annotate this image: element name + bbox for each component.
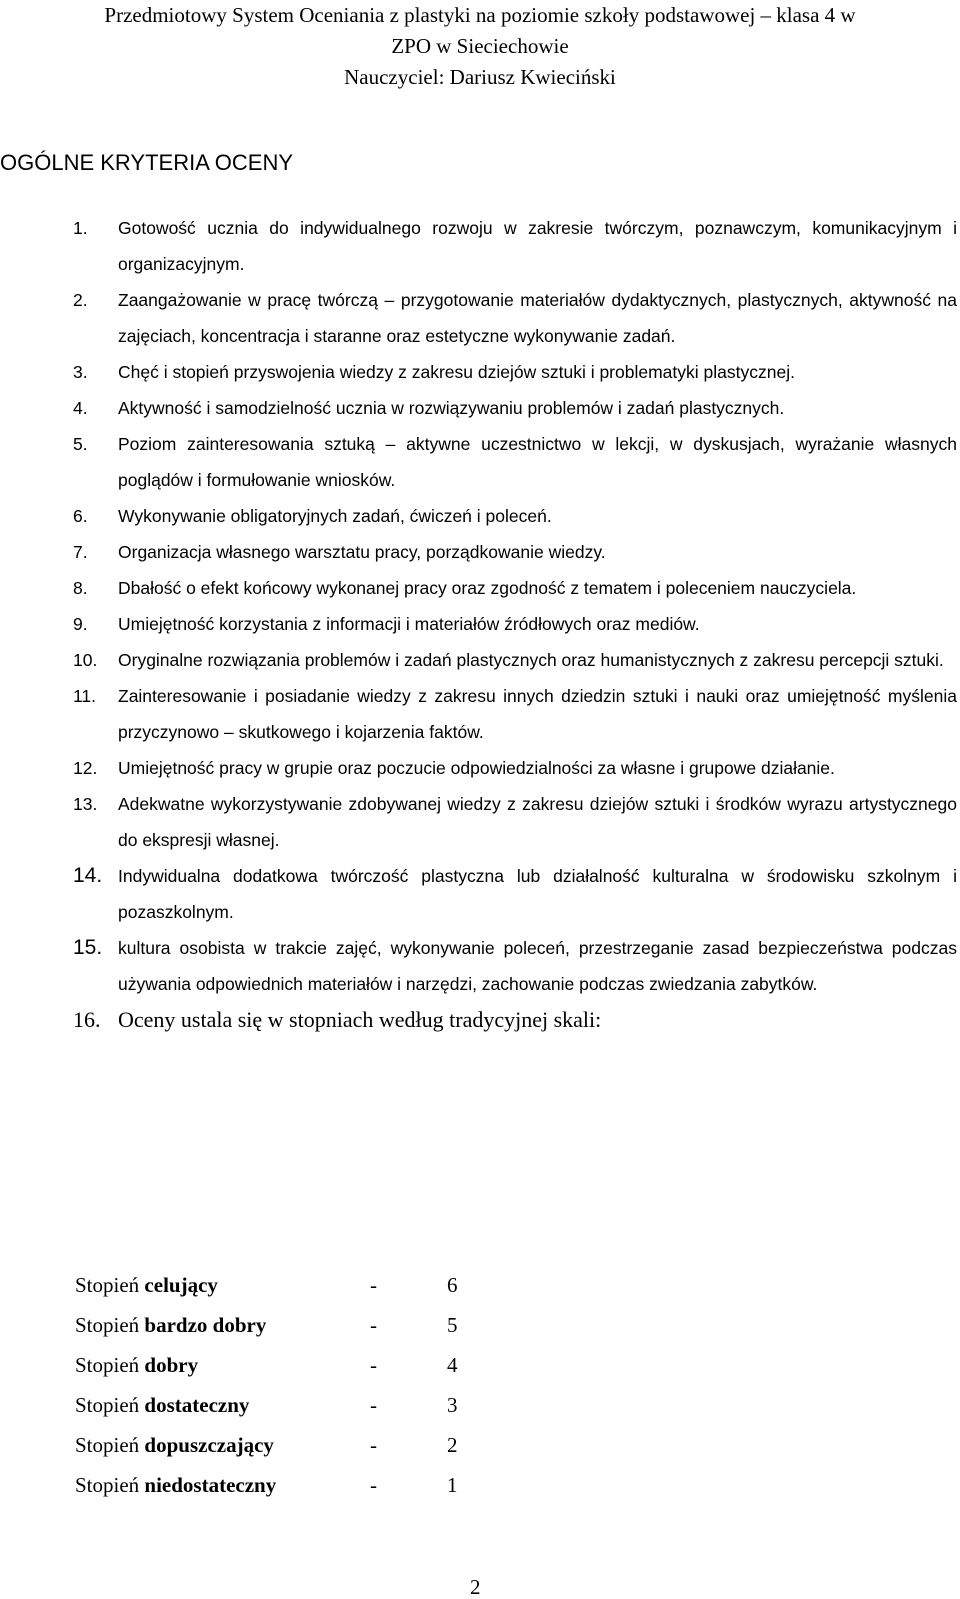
grade-row — [75, 1425, 495, 1465]
page-number: 2 — [470, 1575, 481, 1599]
item-number: 6. — [73, 506, 88, 526]
item-number: 3. — [73, 362, 88, 382]
item-text: Umiejętność pracy w grupie oraz poczucie odpowiedzialności za własne i grupowe działanie. — [118, 758, 835, 778]
grade-name: dobry — [144, 1353, 199, 1377]
item-text: Organizacja własnego warsztatu pracy, porządkowanie wiedzy. — [118, 542, 606, 562]
grade-prefix: Stopień — [75, 1353, 140, 1377]
grade-dash: - — [370, 1273, 377, 1297]
item-number: 4. — [73, 398, 88, 418]
item-number: 12. — [73, 758, 98, 778]
item-number: 9. — [73, 614, 88, 634]
grade-value: 1 — [447, 1473, 458, 1497]
item-text: Poziom zainteresowania sztuką – aktywne uczestnictwo w lekcji, w dyskusjach, wyrażanie własnych poglądów i formułowanie wniosków. — [118, 434, 957, 490]
item-text: Zaangażowanie w pracę twórczą – przygotowanie materiałów dydaktycznych, plastycznych, aktywność na zajęciach, koncentracja i staranne oraz estetyczne wykonywanie zadań. — [118, 290, 957, 346]
criteria-item — [73, 534, 957, 570]
item-text: Gotowość ucznia do indywidualnego rozwoju w zakresie twórczym, poznawczym, komunikacyjnym i organizacyjnym. — [118, 218, 957, 274]
grade-dash: - — [370, 1313, 377, 1337]
grade-value: 4 — [447, 1353, 458, 1377]
criteria-item — [73, 750, 957, 786]
item-text: Zainteresowanie i posiadanie wiedzy z zakresu innych dziedzin sztuki i nauki oraz umiejętność myślenia przyczynowo – skutkowego i kojarzenia faktów. — [118, 686, 957, 742]
criteria-item — [73, 282, 957, 354]
grade-prefix: Stopień — [75, 1273, 140, 1297]
item-number: 11. — [73, 686, 97, 706]
grade-value: 2 — [447, 1433, 458, 1457]
item-text: Adekwatne wykorzystywanie zdobywanej wiedzy z zakresu dziejów sztuki i środków wyrazu artystycznego do ekspresji własnej. — [118, 794, 957, 850]
item-number: 10. — [73, 650, 98, 670]
grade-row — [75, 1465, 495, 1505]
grade-name: dostateczny — [144, 1393, 250, 1417]
item-text: Chęć i stopień przyswojenia wiedzy z zakresu dziejów sztuki i problematyki plastycznej. — [118, 362, 795, 382]
item-number: 13. — [73, 794, 98, 814]
item-number: 14. — [73, 864, 103, 887]
document-header — [0, 0, 960, 93]
grade-prefix: Stopień — [75, 1433, 140, 1457]
grade-scale — [75, 1265, 495, 1505]
header-line-title: Przedmiotowy System Oceniania z plastyki na poziomie szkoły podstawowej – klasa 4 w — [104, 3, 856, 27]
item-text: Umiejętność korzystania z informacji i materiałów źródłowych oraz mediów. — [118, 614, 700, 634]
item-text: Wykonywanie obligatoryjnych zadań, ćwiczeń i poleceń. — [118, 506, 552, 526]
grade-prefix: Stopień — [75, 1313, 140, 1337]
grade-name: celujący — [144, 1273, 218, 1297]
criteria-item — [73, 678, 957, 750]
item-text: Oryginalne rozwiązania problemów i zadań plastycznych oraz humanistycznych z zakresu percepcji sztuki. — [118, 650, 944, 670]
item-text: Indywidualna dodatkowa twórczość plastyczna lub działalność kulturalna w środowisku szkolnym i pozaszkolnym. — [118, 866, 957, 922]
grade-row — [75, 1345, 495, 1385]
criteria-item — [73, 498, 957, 534]
grade-value: 5 — [447, 1313, 458, 1337]
criteria-item — [73, 354, 957, 390]
criteria-item — [73, 606, 957, 642]
item-text: kultura osobista w trakcie zajęć, wykonywanie poleceń, przestrzeganie zasad bezpieczeństwa podczas używania odpowiednich materiałów i narzędzi, zachowanie podczas zwiedzania zabytków. — [118, 938, 957, 994]
criteria-item — [73, 930, 957, 1002]
item-number: 15. — [73, 936, 103, 959]
grade-dash: - — [370, 1353, 377, 1377]
item-number: 1. — [73, 218, 88, 238]
grade-name: niedostateczny — [144, 1473, 277, 1497]
item-number: 8. — [73, 578, 88, 598]
grade-prefix: Stopień — [75, 1393, 140, 1417]
item-text: Dbałość o efekt końcowy wykonanej pracy oraz zgodność z tematem i poleceniem nauczyciela. — [118, 578, 857, 598]
criteria-item — [73, 786, 957, 858]
grade-name: dopuszczający — [144, 1433, 274, 1457]
header-line-school: ZPO w Sieciechowie — [391, 34, 569, 58]
grade-name: bardzo dobry — [144, 1313, 267, 1337]
grade-dash: - — [370, 1473, 377, 1497]
item-number: 16. — [73, 1007, 101, 1032]
criteria-list — [73, 210, 957, 1038]
criteria-item — [73, 390, 957, 426]
header-line-teacher: Nauczyciel: Dariusz Kwieciński — [344, 65, 616, 89]
item-number: 7. — [73, 542, 88, 562]
criteria-item — [73, 1002, 957, 1038]
grade-prefix: Stopień — [75, 1473, 140, 1497]
grade-row — [75, 1265, 495, 1305]
grade-dash: - — [370, 1433, 377, 1457]
grade-row — [75, 1305, 495, 1345]
grade-row — [75, 1385, 495, 1425]
grade-value: 3 — [447, 1393, 458, 1417]
criteria-item — [73, 858, 957, 930]
criteria-item — [73, 210, 957, 282]
criteria-item — [73, 426, 957, 498]
grade-value: 6 — [447, 1273, 458, 1297]
item-number: 5. — [73, 434, 88, 454]
section-heading: OGÓLNE KRYTERIA OCENY — [0, 150, 294, 175]
item-text: Aktywność i samodzielność ucznia w rozwiązywaniu problemów i zadań plastycznych. — [118, 398, 785, 418]
item-number: 2. — [73, 290, 88, 310]
item-text: Oceny ustala się w stopniach według tradycyjnej skali: — [118, 1007, 602, 1032]
criteria-item — [73, 570, 957, 606]
grade-dash: - — [370, 1393, 377, 1417]
criteria-item — [73, 642, 957, 678]
